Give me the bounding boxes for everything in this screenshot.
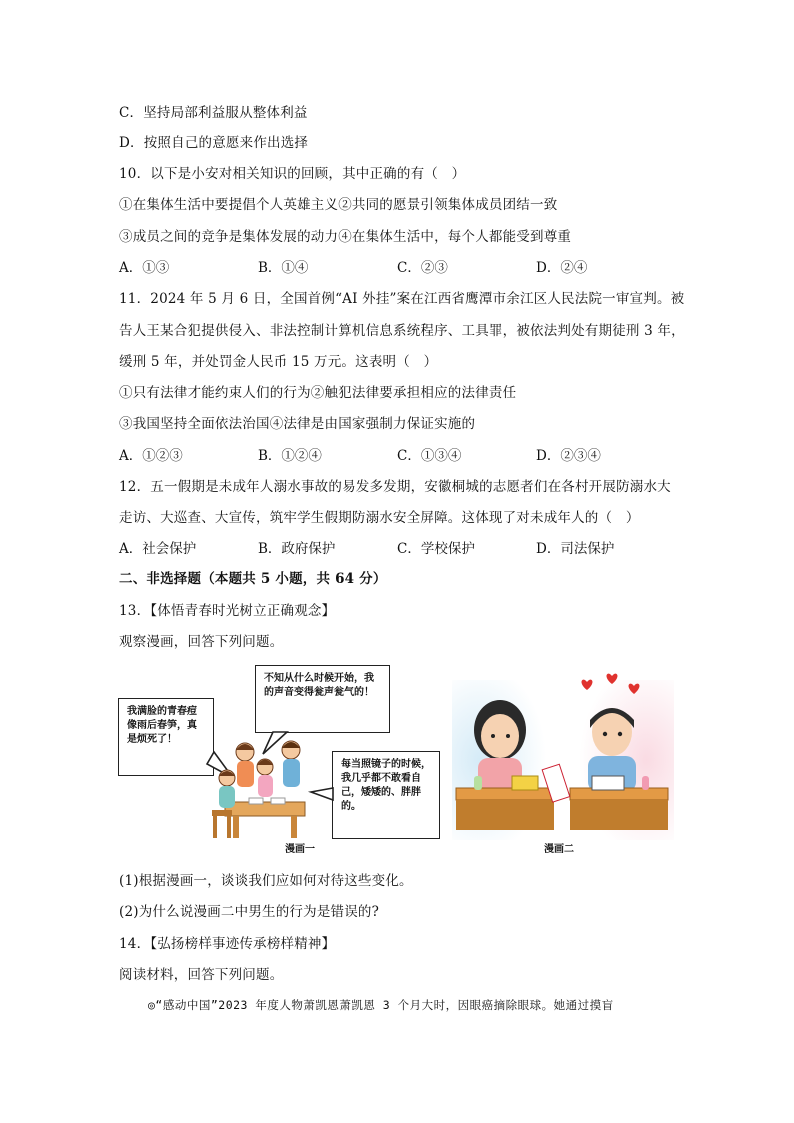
q12-option-d: D．司法保护 [536, 541, 615, 557]
q10-option-a: A．①③ [119, 260, 170, 276]
q11-option-c: C．①③④ [397, 448, 462, 464]
q11-option-a: A．①②③ [119, 448, 183, 464]
q10-option-d: D．②④ [536, 260, 588, 276]
section-2-heading: 二、非选择题（本题共 5 小题，共 64 分） [119, 571, 387, 587]
q12-option-a: A．社会保护 [119, 541, 197, 557]
q11-statements-1: ①只有法律才能约束人们的行为②触犯法律要承担相应的法律责任 [119, 385, 517, 401]
question-11-line2: 告人王某合犯提供侵入、非法控制计算机信息系统程序、工具罪，被依法判处有期徒刑 3 年， [119, 323, 685, 339]
q11-option-b: B．①②④ [258, 448, 322, 464]
comic-one-caption: 漫画一 [285, 844, 315, 855]
question-13-intro: 观察漫画，回答下列问题。 [119, 634, 284, 650]
question-14: 14．【弘扬榜样事迹传承榜样精神】 [119, 936, 336, 952]
question-11-line3: 缓刑 5 年，并处罚金人民币 15 万元。这表明（ ） [119, 354, 438, 370]
comic-bubble-voice: 不知从什么时候开始，我的声音变得瓮声瓮气的！ [255, 665, 390, 733]
comic-two [452, 670, 674, 855]
q10-option-b: B．①④ [258, 260, 309, 276]
comic-two-illustration [452, 670, 674, 855]
q11-option-d: D．②③④ [536, 448, 601, 464]
question-13: 13．【体悟青春时光树立正确观念】 [119, 603, 336, 619]
q11-statements-2: ③我国坚持全面依法治国④法律是由国家强制力保证实施的 [119, 416, 476, 432]
option-c-line: C．坚持局部利益服从整体利益 [119, 105, 308, 121]
question-10: 10．以下是小安对相关知识的回顾，其中正确的有（ ） [119, 166, 466, 182]
q12-option-b: B．政府保护 [258, 541, 336, 557]
comic-two-caption: 漫画二 [544, 844, 574, 855]
question-12-line1: 12．五一假期是未成年人溺水事故的易发多发期，安徽桐城的志愿者们在各村开展防溺水大 [119, 479, 671, 495]
comic-bubble-mirror: 每当照镜子的时候，我几乎都不敢看自己，矮矮的、胖胖的。 [332, 751, 440, 839]
material-text: ◎“感动中国”2023 年度人物萧凯恩萧凯恩 3 个月大时，因眼癌摘除眼球。她通过摸盲 [148, 998, 614, 1012]
q10-statements-1: ①在集体生活中要提倡个人英雄主义②共同的愿景引领集体成员团结一致 [119, 197, 558, 213]
question-14-intro: 阅读材料，回答下列问题。 [119, 967, 284, 983]
question-12-line2: 走访、大巡查、大宣传，筑牢学生假期防溺水安全屏障。这体现了对未成年人的（ ） [119, 510, 640, 526]
question-13-part-2: (2)为什么说漫画二中男生的行为是错误的? [119, 904, 380, 920]
comic-bubble-acne: 我满脸的青春痘像雨后春笋，真是烦死了！ [118, 698, 214, 776]
option-d-line: D．按照自己的意愿来作出选择 [119, 135, 309, 151]
question-11-line1: 11．2024 年 5 月 6 日，全国首例“AI 外挂”案在江西省鹰潭市余江区人民法院一审宣判。被 [119, 291, 685, 307]
question-13-part-1: (1)根据漫画一，谈谈我们应如何对待这些变化。 [119, 873, 413, 889]
q10-option-c: C．②③ [397, 260, 448, 276]
comic-one [115, 660, 445, 855]
q10-statements-2: ③成员之间的竞争是集体发展的动力④在集体生活中，每个人都能受到尊重 [119, 229, 572, 245]
q12-option-c: C．学校保护 [397, 541, 475, 557]
